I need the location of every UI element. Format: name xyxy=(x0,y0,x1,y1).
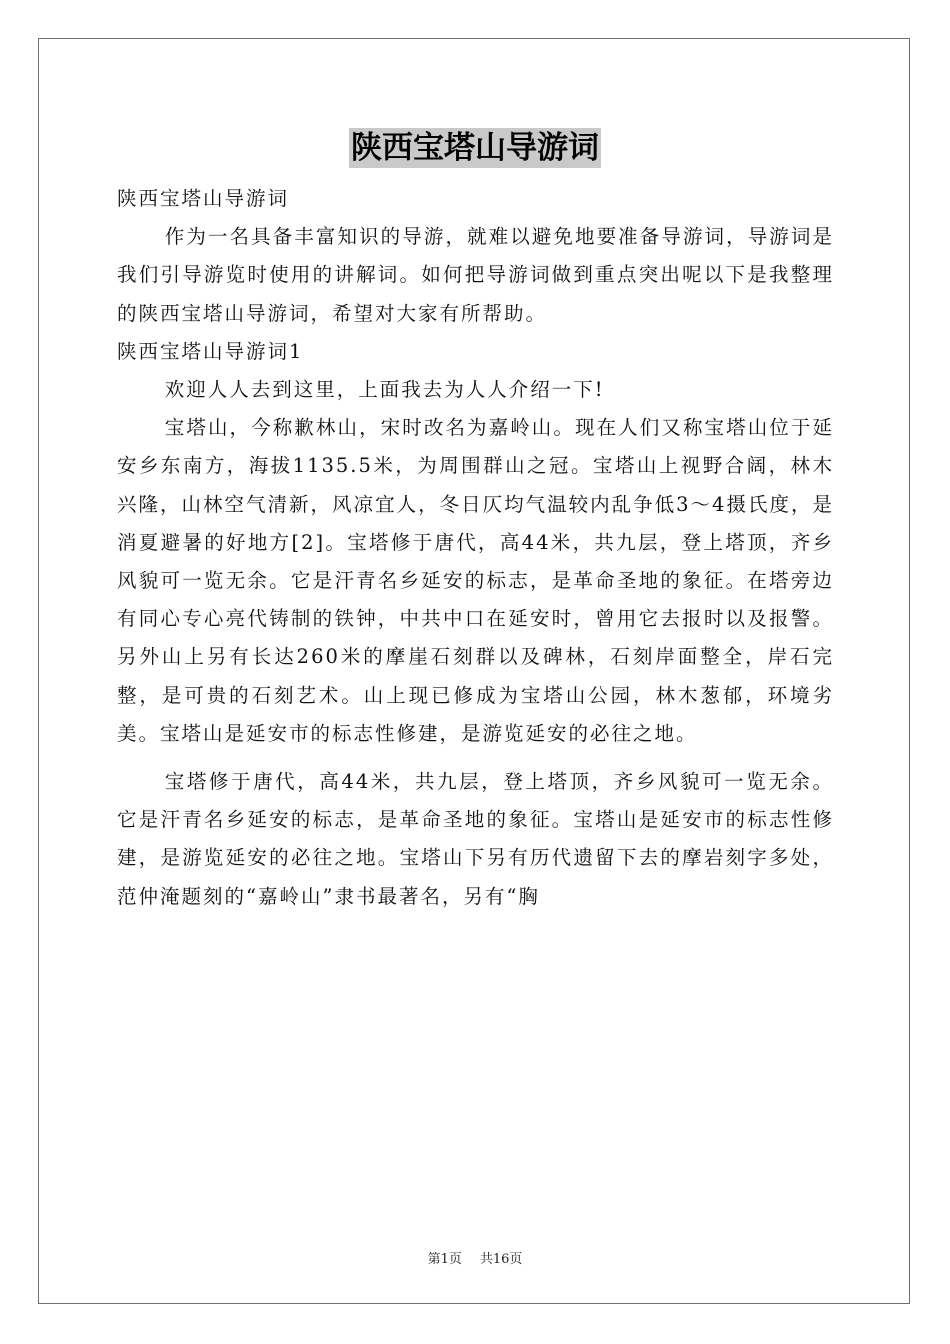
document-title: 陕西宝塔山导游词 xyxy=(351,130,599,166)
subtitle-line: 陕西宝塔山导游词 xyxy=(117,187,290,210)
body-paragraph: 宝塔修于唐代，高44米，共九层，登上塔顶，齐乡风貌可一览无余。它是汗青名乡延安的标志，是革命圣地的象征。宝塔山是延安市的标志性修建，是游览延安的必往之地。宝塔山下另有历代遗留下去的摩岩刻字多处，范仲淹题刻的“嘉岭山”隶书最著名，另有“胸 xyxy=(117,770,834,908)
intro-paragraph: 作为一名具备丰富知识的导游，就难以避免地要准备导游词，导游词是我们引导游览时使用的讲解词。如何把导游词做到重点突出呢以下是我整理的陕西宝塔山导游词，希望对大家有所帮助。 xyxy=(117,225,834,325)
title-container xyxy=(0,128,950,168)
document-body xyxy=(117,180,834,916)
page-total: 共16页 xyxy=(479,1252,523,1267)
body-paragraph: 宝塔山，今称歉林山，宋时改名为嘉岭山。现在人们又称宝塔山位于延安乡东南方，海拔1135.5米，为周围群山之冠。宝塔山上视野合阔，林木兴隆，山林空气清新，风凉宜人，冬日仄均气温较内乱争低3～4摄氏度，是消夏避暑的好地方[2]。宝塔修于唐代，高44米，共九层，登上塔顶，齐乡风貌可一览无余。它是汗青名乡延安的标志，是革命圣地的象征。在塔旁边有同心专心亮代铸制的铁钟，中共中口在延安时，曾用它去报时以及报警。另外山上另有长达260米的摩崖石刻群以及碑林，石刻岸面整全，岸石完整，是可贵的石刻艺术。山上现已修成为宝塔山公园，林木葱郁，环境劣美。宝塔山是延安市的标志性修建，是游览延安的必往之地。 xyxy=(117,416,834,745)
page-footer xyxy=(0,1248,950,1267)
section-heading: 陕西宝塔山导游词1 xyxy=(117,339,304,363)
page-number: 第1页 xyxy=(427,1252,462,1267)
body-paragraph: 欢迎人人去到这里，上面我去为人人介绍一下! xyxy=(164,378,605,402)
